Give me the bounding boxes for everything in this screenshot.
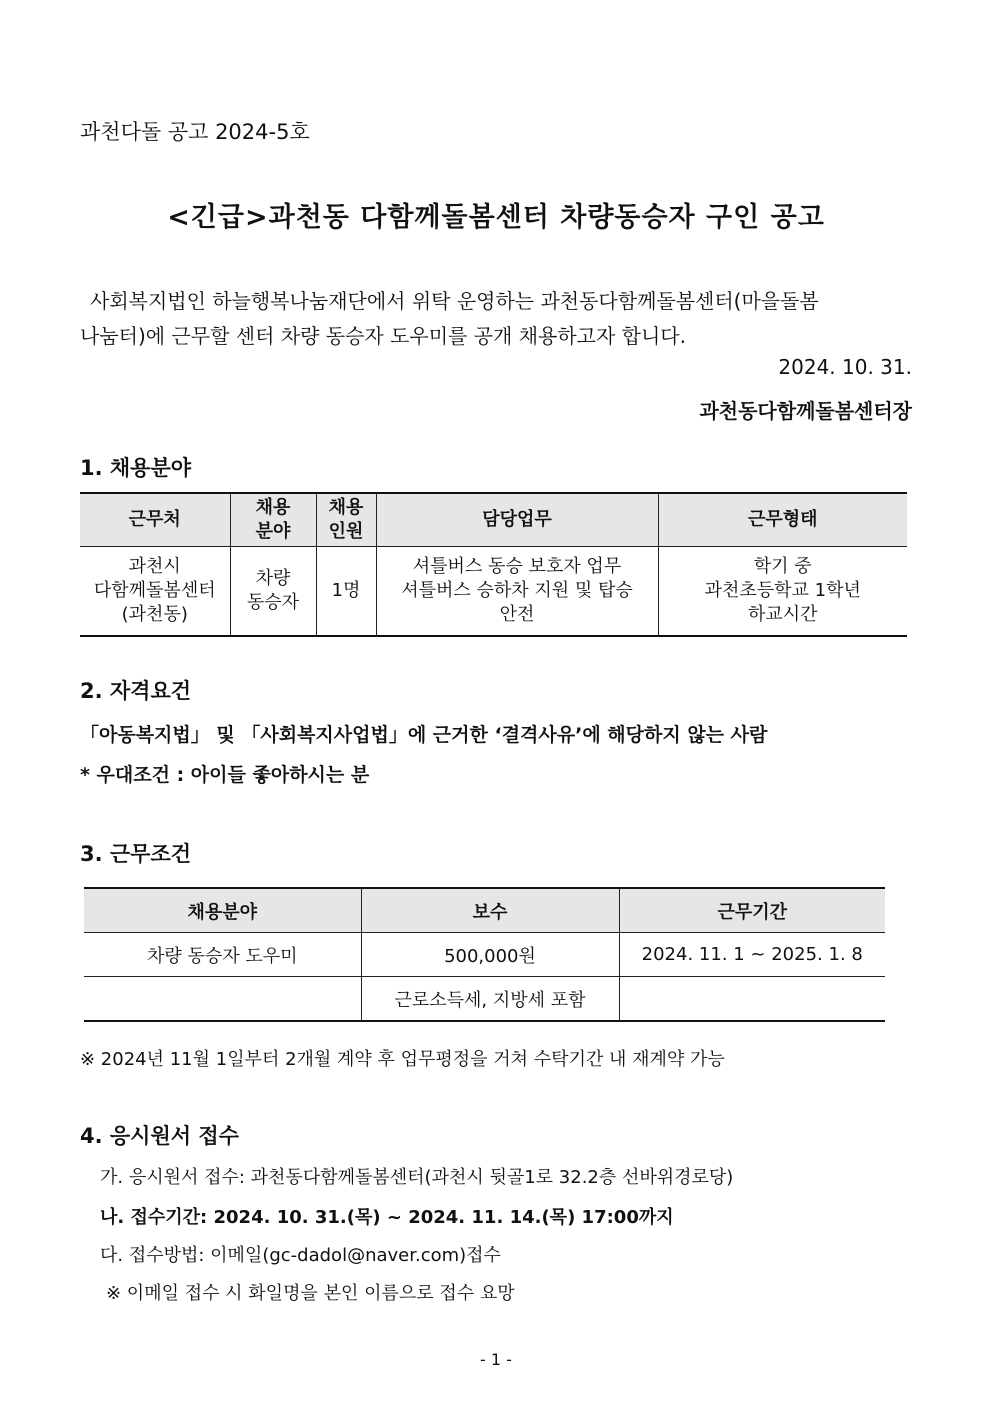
cell-duty-line-2: 셔틀버스 승하차 지원 및 탑승: [401, 580, 633, 601]
header-field: 채용분야: [84, 888, 361, 933]
email-note: ※ 이메일 접수 시 화일명을 본인 이름으로 접수 요망: [106, 1283, 515, 1304]
cell-workplace-line-1: 과천시: [128, 556, 181, 577]
cell-duties: [376, 547, 658, 637]
section-4-title: 4. 응시원서 접수: [80, 1124, 239, 1148]
table-row: [80, 547, 907, 637]
header-workplace: 근무처: [80, 493, 230, 547]
cell-type-line-2: 과천초등학교 1학년: [704, 580, 861, 601]
application-method: 다. 접수방법: 이메일(gc-dadol@naver.com)접수: [100, 1245, 501, 1266]
header-duties: 담당업무: [376, 493, 658, 547]
cell-work-type: [658, 547, 907, 637]
cell-field: 차량 동승자 도우미: [84, 933, 361, 977]
cell-type-line-1: 학기 중: [753, 556, 812, 577]
cell-workplace-line-3: (과천동): [121, 604, 188, 625]
header-field-line-2: 분야: [255, 521, 291, 542]
application-location: 가. 응시원서 접수: 과천동다함께돌봄센터(과천시 뒷골1로 32.2층 선바위경로당): [100, 1167, 734, 1188]
issuer-name: 과천동다함께돌봄센터장: [699, 399, 912, 423]
application-period: 나. 접수기간: 2024. 10. 31.(목) ~ 2024. 11. 14.(목) 17:00까지: [100, 1207, 674, 1228]
header-period: 근무기간: [619, 888, 885, 933]
cell-field: [230, 547, 316, 637]
table-row: [84, 977, 885, 1022]
recruitment-table: [80, 492, 907, 637]
header-count-line-1: 채용: [328, 497, 364, 518]
notice-date: 2024. 10. 31.: [778, 355, 912, 379]
page-title: <긴급>과천동 다함께돌봄센터 차량동승자 구인 공고: [167, 202, 825, 233]
contract-note: ※ 2024년 11월 1일부터 2개월 계약 후 업무평정을 거쳐 수탁기간 내 재계약 가능: [80, 1049, 725, 1070]
cell-period: 2024. 11. 1 ~ 2025. 1. 8: [619, 933, 885, 977]
cell-workplace-line-2: 다함께돌봄센터: [93, 580, 216, 601]
cell-type-line-3: 하교시간: [747, 604, 818, 625]
preference-text: * 우대조건 : 아이들 좋아하시는 분: [80, 764, 370, 786]
cell-field: [84, 977, 361, 1022]
intro-paragraph: [80, 284, 910, 354]
cell-duty-line-1: 셔틀버스 동승 보호자 업무: [412, 556, 622, 577]
cell-field-line-1: 차량: [255, 568, 291, 589]
intro-line-1: 사회복지법인 하늘행복나눔재단에서 위탁 운영하는 과천동다함께돌봄센터(마을돌봄: [90, 289, 819, 313]
table-row: [84, 933, 885, 977]
intro-line-2: 나눔터)에 근무할 센터 차량 동승자 도우미를 공개 채용하고자 합니다.: [80, 324, 686, 348]
header-field-line-1: 채용: [255, 497, 291, 518]
section-2-title: 2. 자격요건: [80, 679, 192, 703]
section-1-title: 1. 채용분야: [80, 456, 192, 480]
section-3-title: 3. 근무조건: [80, 842, 192, 866]
header-count-line-2: 인원: [328, 521, 364, 542]
header-field: [230, 493, 316, 547]
cell-duty-line-3: 안전: [499, 604, 535, 625]
conditions-table: [84, 887, 885, 1022]
cell-count: 1명: [316, 547, 376, 637]
cell-pay: 500,000원: [361, 933, 619, 977]
cell-period: [619, 977, 885, 1022]
cell-workplace: [80, 547, 230, 637]
header-count: [316, 493, 376, 547]
qualification-text: 「아동복지법」 및 「사회복지사업법」에 근거한 ‘결격사유’에 해당하지 않는 사람: [80, 724, 768, 746]
document-number: 과천다돌 공고 2024-5호: [80, 120, 310, 144]
header-work-type: 근무형태: [658, 493, 907, 547]
header-pay: 보수: [361, 888, 619, 933]
cell-pay-note: 근로소득세, 지방세 포함: [361, 977, 619, 1022]
cell-field-line-2: 동승자: [246, 592, 300, 613]
page-number: - 1 -: [480, 1350, 512, 1369]
